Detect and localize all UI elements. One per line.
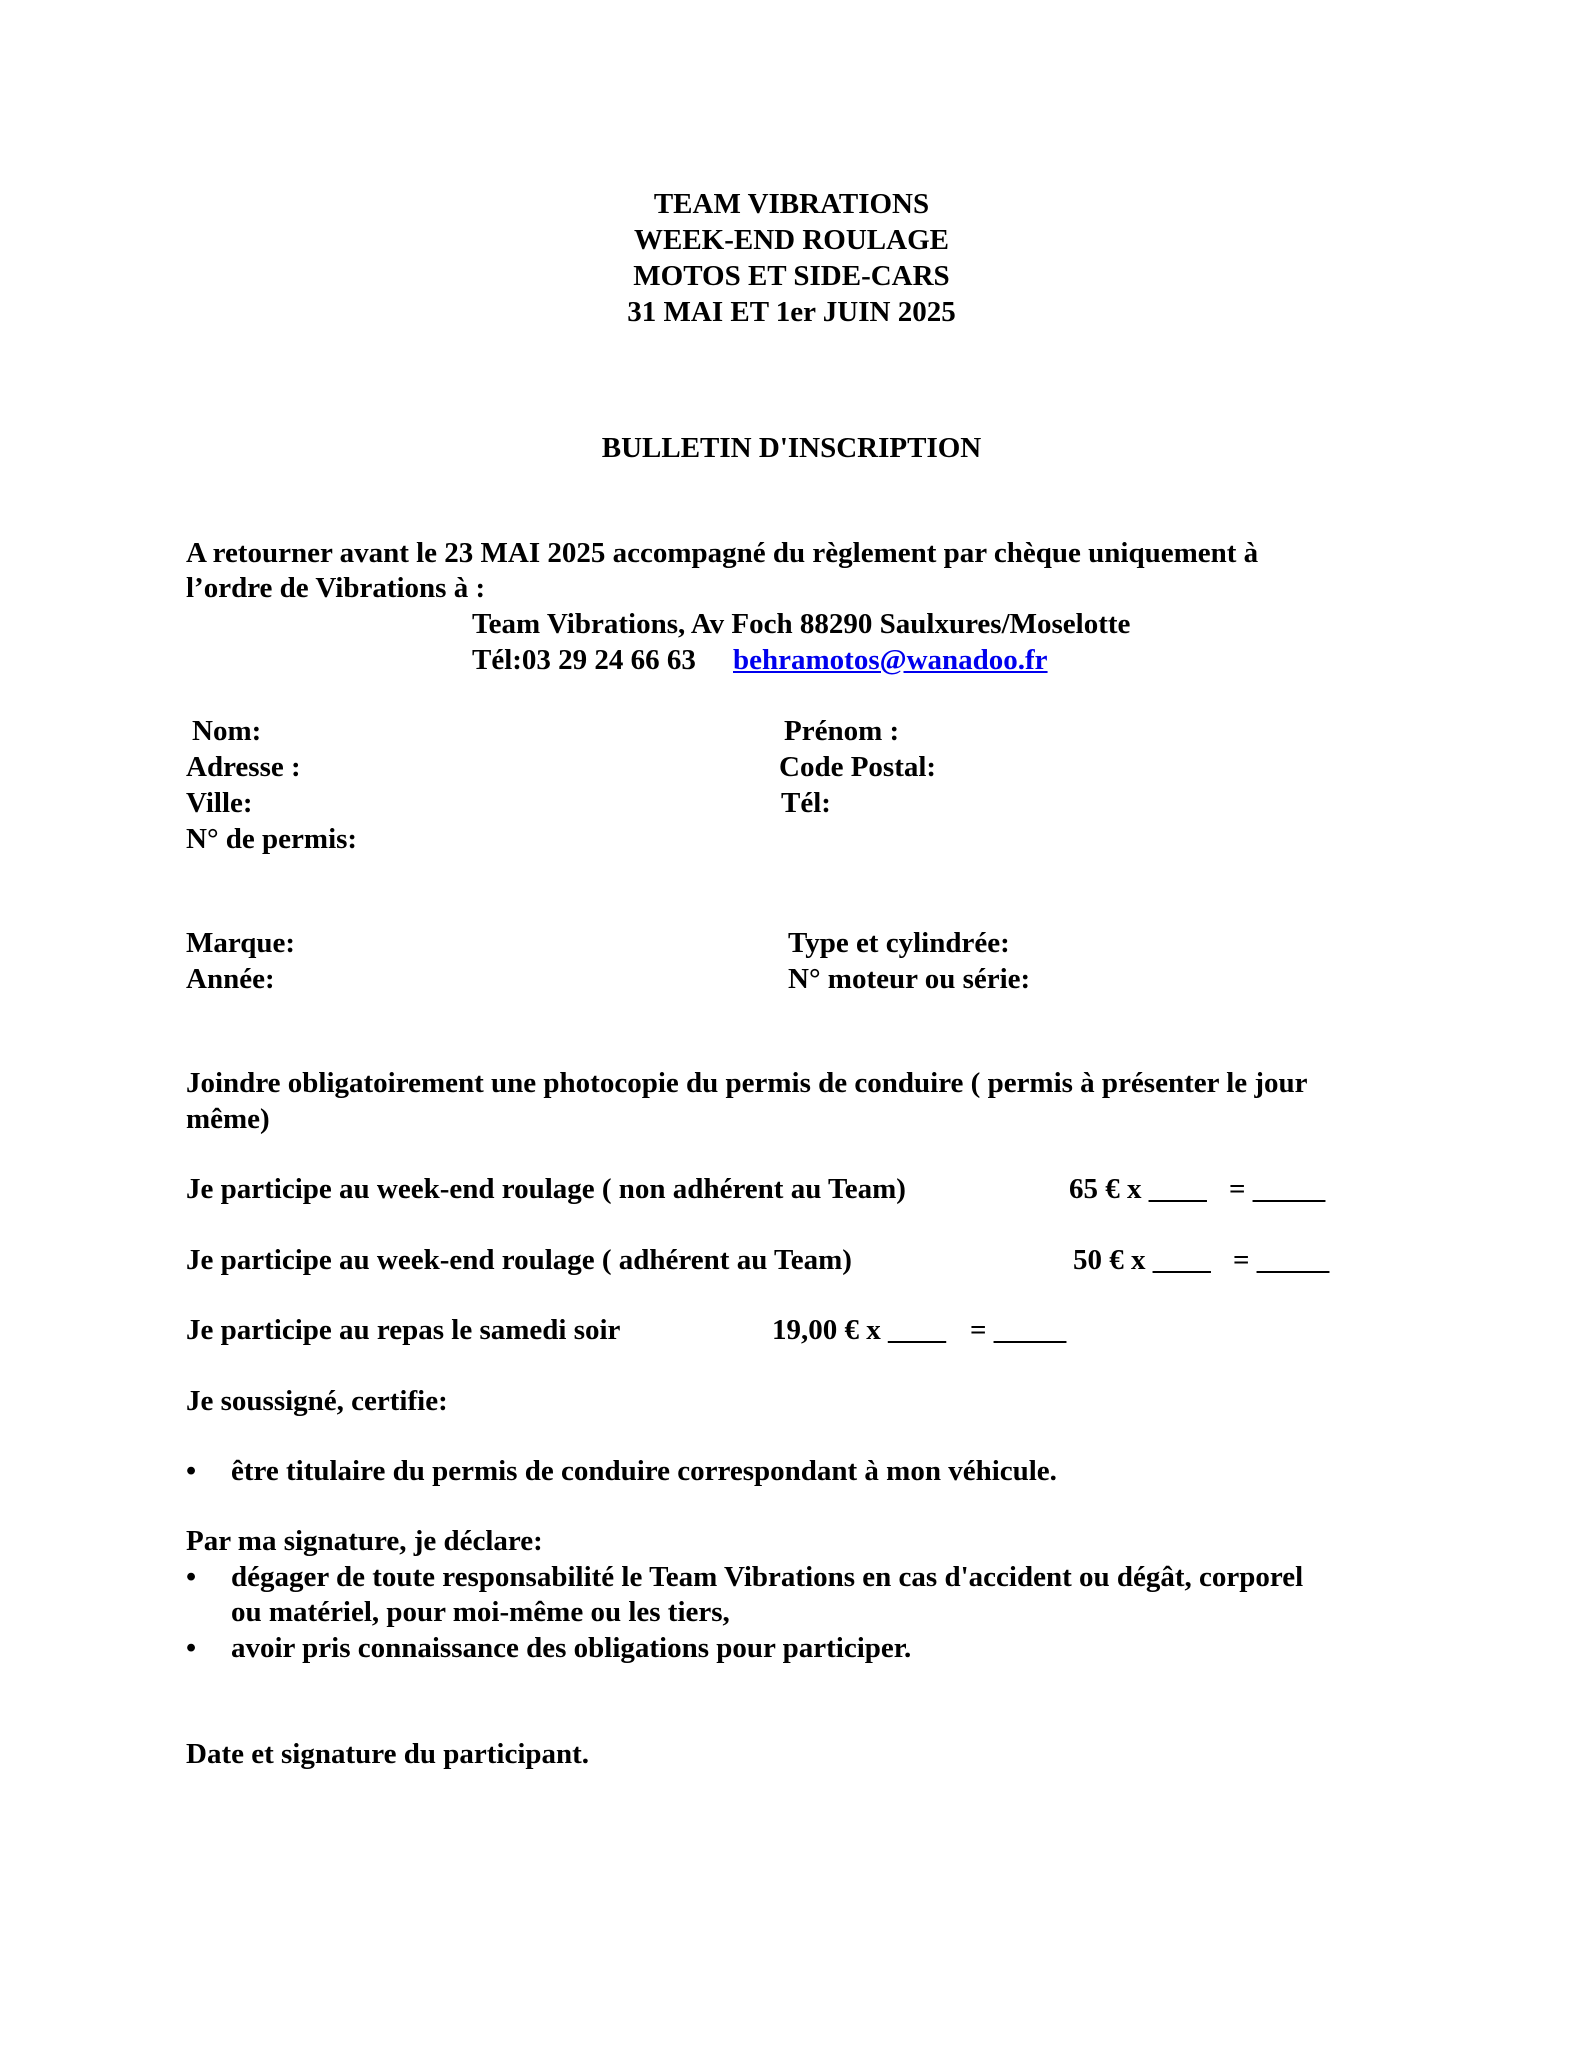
contact-email-link[interactable]: behramotos@wanadoo.fr <box>733 644 1048 676</box>
field-code-postal: Code Postal: <box>779 751 937 783</box>
certify-bullet-text: être titulaire du permis de conduire correspondant à mon véhicule. <box>231 1455 1057 1487</box>
field-ville: Ville: <box>186 787 253 819</box>
header-line-vehicles: MOTOS ET SIDE-CARS <box>633 260 950 292</box>
field-prenom: Prénom : <box>784 715 900 747</box>
declare-bullet-2-text: avoir pris connaissance des obligations pour participer. <box>231 1632 912 1664</box>
field-marque: Marque: <box>186 927 296 959</box>
certify-heading: Je soussigné, certifie: <box>186 1385 448 1417</box>
field-nom: Nom: <box>192 715 262 747</box>
declare-heading: Par ma signature, je déclare: <box>186 1525 543 1557</box>
license-notice-line-2: même) <box>186 1103 270 1135</box>
instructions-line-2: l’ordre de Vibrations à : <box>186 572 486 604</box>
fee-total-member: = _____ <box>1233 1244 1330 1276</box>
bullet-glyph: • <box>186 1632 197 1664</box>
contact-phone: Tél:03 29 24 66 63 <box>472 644 696 676</box>
field-permis: N° de permis: <box>186 823 358 855</box>
header-line-team: TEAM VIBRATIONS <box>653 188 930 220</box>
fee-total-meal: = _____ <box>970 1314 1067 1346</box>
fee-price-non-member: 65 € x ____ <box>1069 1173 1207 1205</box>
field-adresse: Adresse : <box>186 751 301 783</box>
return-address: Team Vibrations, Av Foch 88290 Saulxures/Moselotte <box>472 608 1131 640</box>
field-numero-moteur: N° moteur ou série: <box>788 963 1031 995</box>
fee-label-member: Je participe au week-end roulage ( adhérent au Team) <box>186 1244 852 1276</box>
fee-price-member: 50 € x ____ <box>1073 1244 1211 1276</box>
signature-line: Date et signature du participant. <box>186 1738 590 1770</box>
fee-total-non-member: = _____ <box>1229 1173 1326 1205</box>
fee-label-non-member: Je participe au week-end roulage ( non adhérent au Team) <box>186 1173 906 1205</box>
declare-bullet-1-line-2: ou matériel, pour moi-même ou les tiers, <box>231 1596 730 1628</box>
header-line-dates: 31 MAI ET 1er JUIN 2025 <box>627 296 956 328</box>
fee-price-meal: 19,00 € x ____ <box>772 1314 946 1346</box>
fee-label-meal: Je participe au repas le samedi soir <box>186 1314 621 1346</box>
field-tel: Tél: <box>781 787 831 819</box>
header-line-event: WEEK-END ROULAGE <box>633 224 949 256</box>
field-type-cylindree: Type et cylindrée: <box>788 927 1010 959</box>
license-notice-line-1: Joindre obligatoirement une photocopie du permis de conduire ( permis à présenter le jour <box>186 1067 1308 1099</box>
bullet-glyph: • <box>186 1455 197 1487</box>
declare-bullet-1-line-1: dégager de toute responsabilité le Team Vibrations en cas d'accident ou dégât, corporel <box>231 1561 1304 1593</box>
form-title: BULLETIN D'INSCRIPTION <box>601 432 982 464</box>
event-header <box>0 186 1583 330</box>
field-annee: Année: <box>186 963 275 995</box>
bullet-glyph: • <box>186 1561 197 1593</box>
instructions-line-1: A retourner avant le 23 MAI 2025 accompagné du règlement par chèque uniquement à <box>186 537 1259 569</box>
